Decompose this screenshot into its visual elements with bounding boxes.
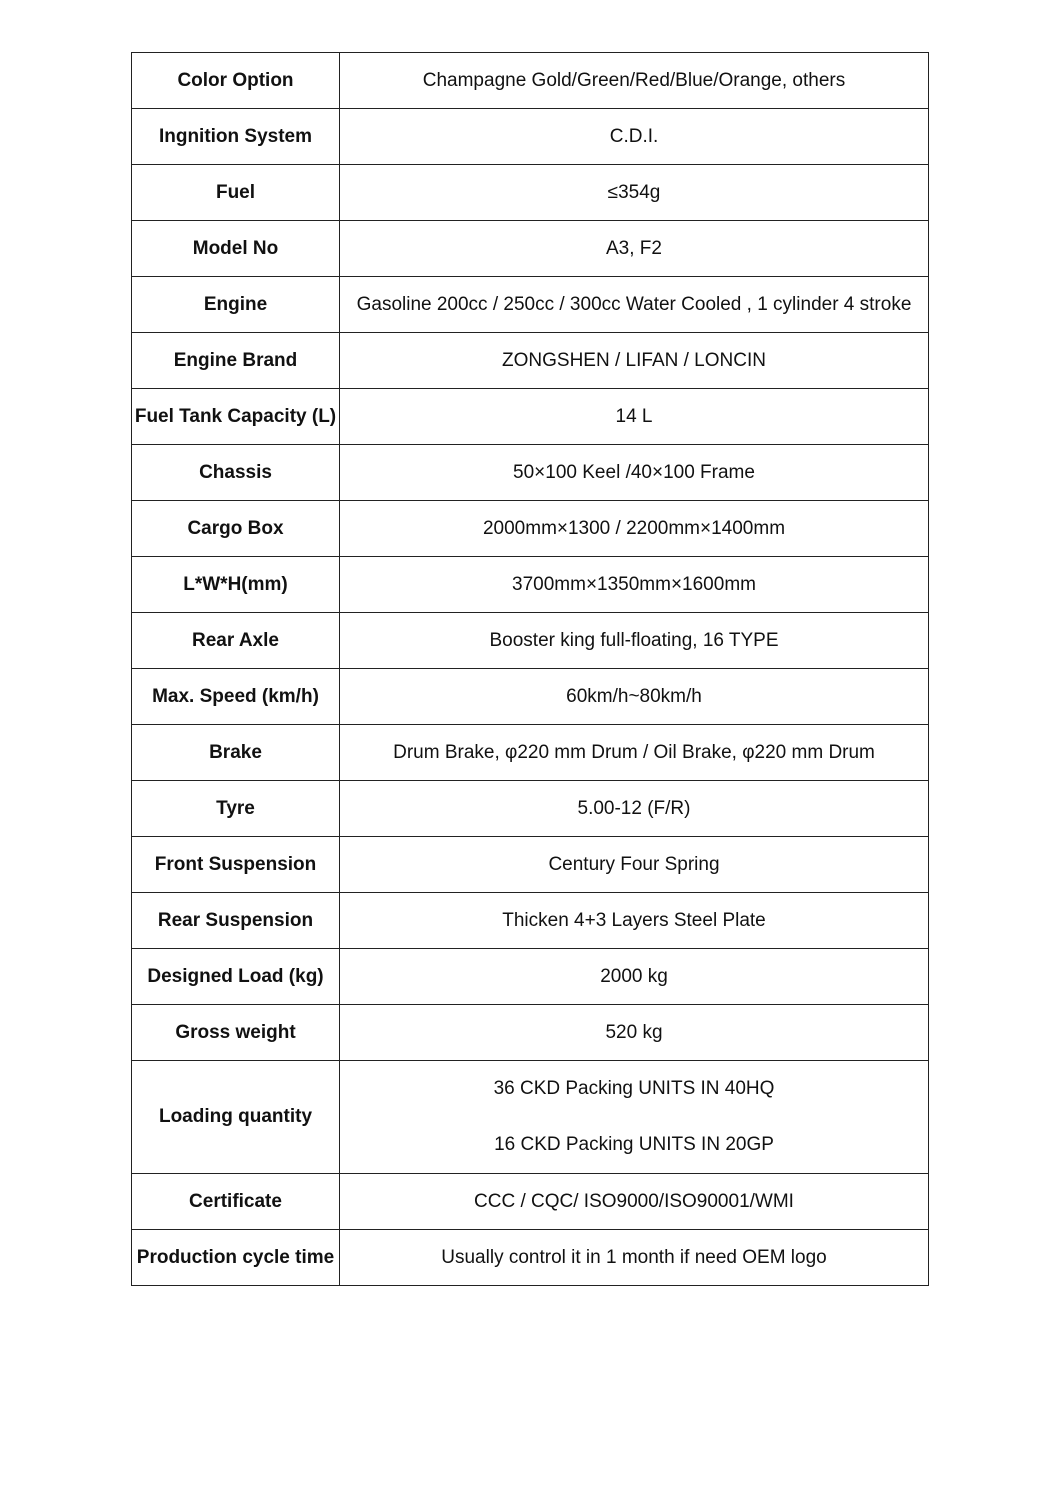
spec-value: ≤354g (340, 165, 929, 221)
spec-value: Usually control it in 1 month if need OEM logo (340, 1230, 929, 1286)
table-row (132, 165, 929, 221)
spec-table (131, 52, 929, 1286)
spec-value: 3700mm×1350mm×1600mm (340, 557, 929, 613)
spec-label: Front Suspension (132, 837, 340, 893)
spec-label: Max. Speed (km/h) (132, 669, 340, 725)
table-row (132, 501, 929, 557)
table-row (132, 893, 929, 949)
table-row (132, 221, 929, 277)
table-row (132, 277, 929, 333)
spec-value: Gasoline 200cc / 250cc / 300cc Water Cooled , 1 cylinder 4 stroke (340, 277, 929, 333)
table-row (132, 333, 929, 389)
spec-label: Rear Suspension (132, 893, 340, 949)
spec-value: Century Four Spring (340, 837, 929, 893)
spec-value: 60km/h~80km/h (340, 669, 929, 725)
spec-value: 5.00-12 (F/R) (340, 781, 929, 837)
spec-value: Champagne Gold/Green/Red/Blue/Orange, others (340, 53, 929, 109)
spec-value: A3, F2 (340, 221, 929, 277)
spec-value: Thicken 4+3 Layers Steel Plate (340, 893, 929, 949)
spec-value: 520 kg (340, 1005, 929, 1061)
table-row (132, 669, 929, 725)
spec-label: Model No (132, 221, 340, 277)
table-row (132, 1174, 929, 1230)
spec-label: Ingnition System (132, 109, 340, 165)
spec-label: Gross weight (132, 1005, 340, 1061)
spec-label: Engine Brand (132, 333, 340, 389)
spec-label: Chassis (132, 445, 340, 501)
spec-label: Engine (132, 277, 340, 333)
spec-value: 2000mm×1300 / 2200mm×1400mm (340, 501, 929, 557)
table-row (132, 445, 929, 501)
spec-label: Brake (132, 725, 340, 781)
spec-label: Loading quantity (132, 1061, 340, 1174)
spec-value: Booster king full-floating, 16 TYPE (340, 613, 929, 669)
spec-label: Cargo Box (132, 501, 340, 557)
spec-value: ZONGSHEN / LIFAN / LONCIN (340, 333, 929, 389)
table-row (132, 613, 929, 669)
spec-value: 50×100 Keel /40×100 Frame (340, 445, 929, 501)
spec-value: 2000 kg (340, 949, 929, 1005)
spec-value: 14 L (340, 389, 929, 445)
table-row (132, 725, 929, 781)
spec-label: Production cycle time (132, 1230, 340, 1286)
table-row (132, 1061, 929, 1174)
table-row (132, 1230, 929, 1286)
spec-label: Tyre (132, 781, 340, 837)
spec-label: Fuel Tank Capacity (L) (132, 389, 340, 445)
table-row (132, 781, 929, 837)
spec-label: Designed Load (kg) (132, 949, 340, 1005)
spec-value: CCC / CQC/ ISO9000/ISO90001/WMI (340, 1174, 929, 1230)
table-row (132, 837, 929, 893)
table-row (132, 1005, 929, 1061)
spec-value-line: 16 CKD Packing UNITS IN 20GP (494, 1134, 774, 1155)
spec-label: Rear Axle (132, 613, 340, 669)
spec-value: Drum Brake, φ220 mm Drum / Oil Brake, φ220 mm Drum (340, 725, 929, 781)
table-row (132, 109, 929, 165)
table-row (132, 949, 929, 1005)
table-row (132, 389, 929, 445)
spec-label: Fuel (132, 165, 340, 221)
spec-label: Certificate (132, 1174, 340, 1230)
table-row (132, 53, 929, 109)
spec-value-line: 36 CKD Packing UNITS IN 40HQ (493, 1078, 775, 1099)
table-row (132, 557, 929, 613)
spec-label: L*W*H(mm) (132, 557, 340, 613)
spec-label: Color Option (132, 53, 340, 109)
spec-value: C.D.I. (340, 109, 929, 165)
spec-value-multiline (340, 1061, 929, 1174)
